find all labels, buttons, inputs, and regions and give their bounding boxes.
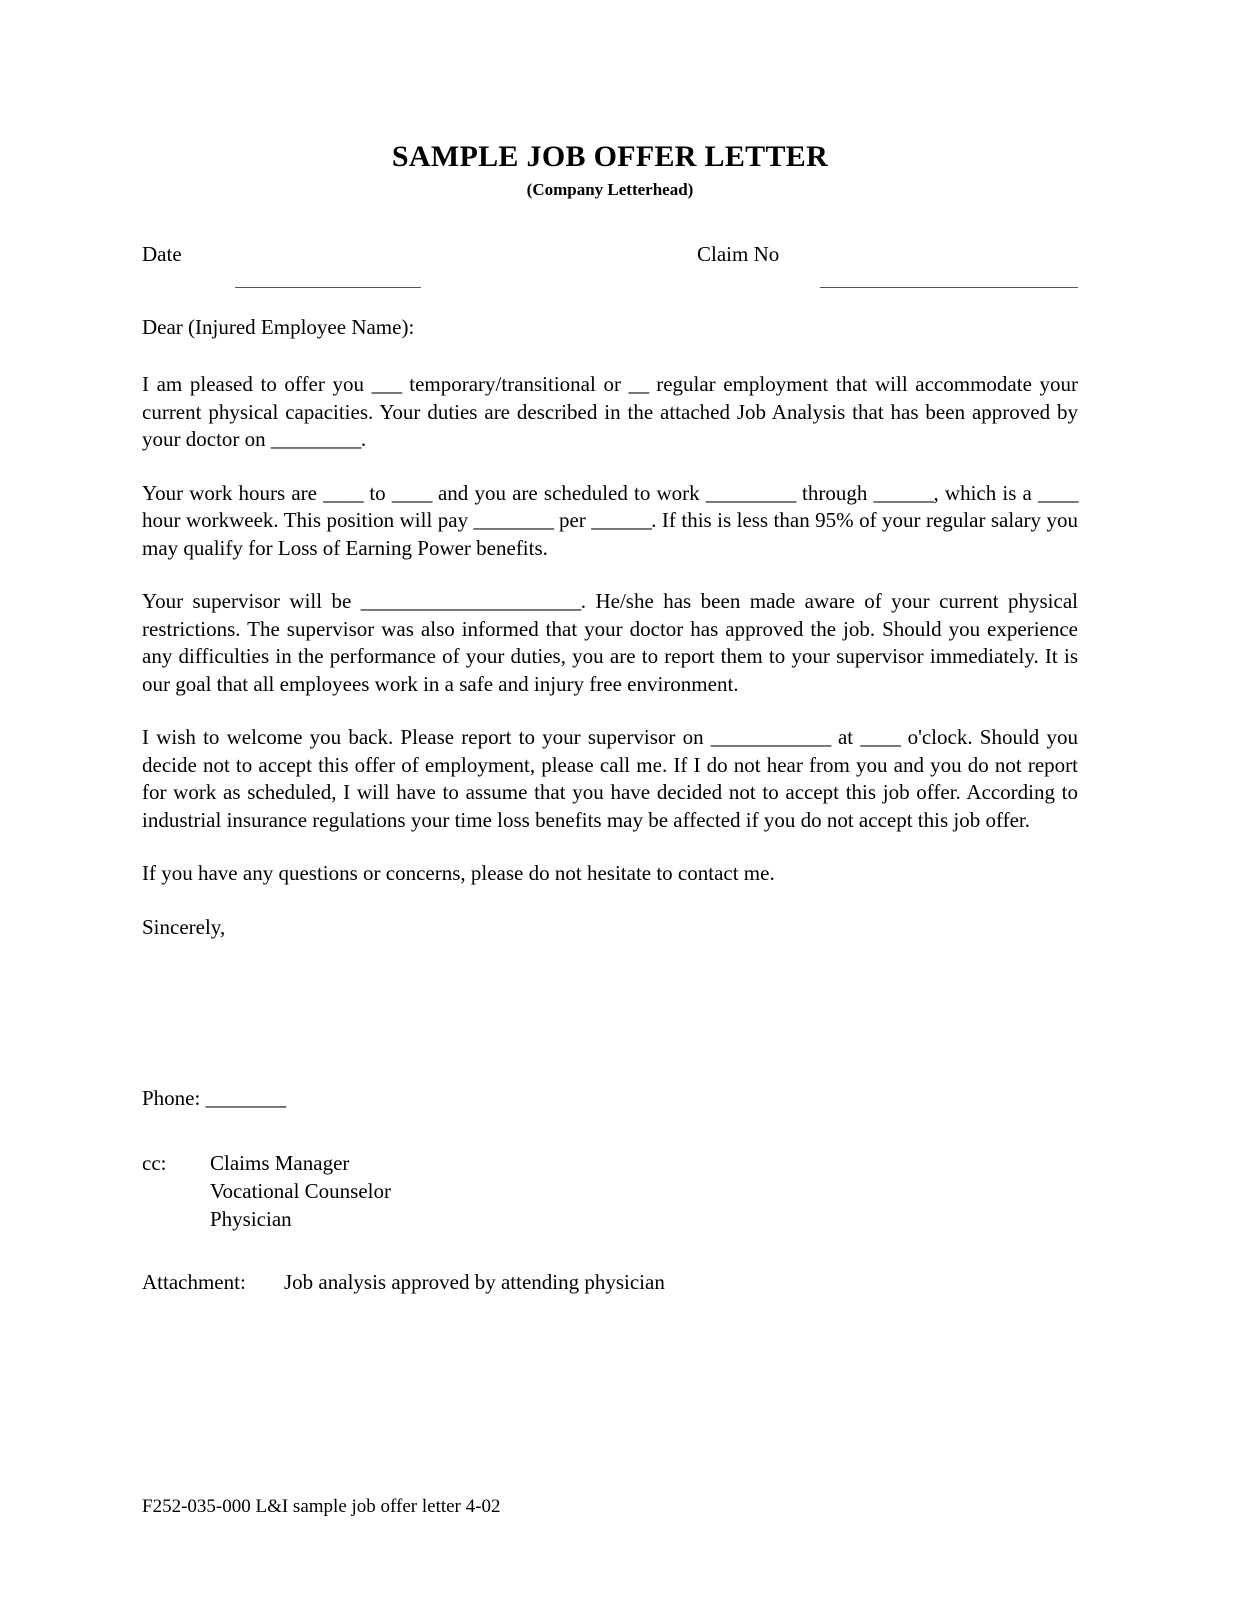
welcome-text-c: o'clock. Should you decide not to accept this offer of employment, please call me. If I do not hear from you and you do not report for work as scheduled, I will have to assume that you have decided not to accept this job offer. According to industrial insurance regulations your time loss benefits may be affected if you do not accept this job offer. <box>142 725 1079 832</box>
phone-label: Phone: <box>142 1086 201 1111</box>
list-item: Claims Manager <box>210 1150 350 1175</box>
paragraph-welcome-back <box>142 724 1078 834</box>
schedule-day-start-blank[interactable]: _________ <box>705 480 796 505</box>
supervisor-text-a: Your supervisor will be <box>142 589 361 614</box>
date-label: Date <box>142 241 182 266</box>
meta-row <box>142 241 1078 314</box>
list-item: Vocational Counselor <box>210 1178 392 1203</box>
doctor-approval-date-blank[interactable]: _________ <box>270 427 361 452</box>
attachment-line <box>142 1269 1078 1297</box>
footer-form-id: F252-035-000 L&I sample job offer letter 4-02 <box>142 1496 501 1517</box>
cc-recipient-list <box>210 1149 1078 1233</box>
offer-text-c: regular employment that will accommodate your current physical capacities. Your duties are described in the attached Job Analysis that has been approved by your doctor on <box>142 372 1079 452</box>
title-block <box>142 0 1078 200</box>
report-date-blank[interactable]: ____________ <box>710 725 831 750</box>
supervisor-text-b: . He/she has been made aware of your current physical restrictions. The supervisor was also informed that your doctor has approved the job. Should you experience any difficulties in the performance of your duties, you are to report them to your supervisor immediately. It is our goal that all employees work in a safe and injury free environment. <box>142 589 1078 696</box>
workweek-hours-blank[interactable]: ____ <box>1038 480 1079 505</box>
cc-block <box>142 1149 1078 1233</box>
hours-text-a: Your work hours are <box>142 480 324 505</box>
claim-no-label: Claim No <box>697 241 780 266</box>
hours-text-b: to <box>363 480 392 505</box>
paragraph-questions: If you have any questions or concerns, please do not hesitate to contact me. <box>142 861 775 886</box>
offer-text-a: I am pleased to offer you <box>142 372 372 397</box>
offer-text-d: . <box>360 427 367 452</box>
attachment-label: Attachment: <box>142 1269 246 1294</box>
paragraph-offer <box>142 371 1078 454</box>
date-field[interactable] <box>235 287 421 288</box>
page-title: SAMPLE JOB OFFER LETTER <box>391 140 829 173</box>
hours-text-d: through <box>795 480 874 505</box>
supervisor-name-blank[interactable]: ______________________ <box>360 589 581 614</box>
offer-text-b: temporary/transitional or <box>401 372 629 397</box>
employment-type-temporary-blank[interactable]: ___ <box>371 372 402 397</box>
hours-text-e: , which is a <box>933 480 1039 505</box>
phone-number-blank[interactable]: ________ <box>205 1086 286 1111</box>
welcome-text-a: I wish to welcome you back. Please report to your supervisor on <box>142 725 711 750</box>
letter-content <box>142 0 1078 1296</box>
work-hours-start-blank[interactable]: ____ <box>323 480 364 505</box>
work-hours-end-blank[interactable]: ____ <box>391 480 432 505</box>
paragraph-work-hours <box>142 480 1078 563</box>
cc-label: cc: <box>142 1150 167 1175</box>
closing: Sincerely, <box>142 914 226 939</box>
cc-row <box>142 1149 1078 1233</box>
pay-period-blank[interactable]: ______ <box>591 508 652 533</box>
claim-no-field[interactable] <box>820 287 1078 288</box>
page-subtitle: (Company Letterhead) <box>526 180 694 199</box>
hours-text-f: hour workweek. This position will pay <box>142 508 474 533</box>
attachment-value: Job analysis approved by attending physician <box>284 1269 665 1294</box>
hours-text-c: and you are scheduled to work <box>431 480 706 505</box>
letter-body <box>142 314 1078 942</box>
list-item: Physician <box>210 1206 292 1231</box>
hours-text-g: per <box>553 508 592 533</box>
salutation: Dear (Injured Employee Name): <box>142 314 415 339</box>
employment-type-regular-blank[interactable]: __ <box>628 372 649 397</box>
hours-text-h: . If this is less than 95% of your regular salary you may qualify for Loss of Earning Power benefits. <box>142 508 1078 560</box>
paragraph-supervisor <box>142 588 1078 698</box>
schedule-day-end-blank[interactable]: ______ <box>873 480 934 505</box>
welcome-text-b: at <box>830 725 861 750</box>
report-time-blank[interactable]: ____ <box>860 725 901 750</box>
phone-line <box>142 1085 1078 1113</box>
pay-amount-blank[interactable]: ________ <box>473 508 554 533</box>
signature-space <box>142 967 1078 1085</box>
